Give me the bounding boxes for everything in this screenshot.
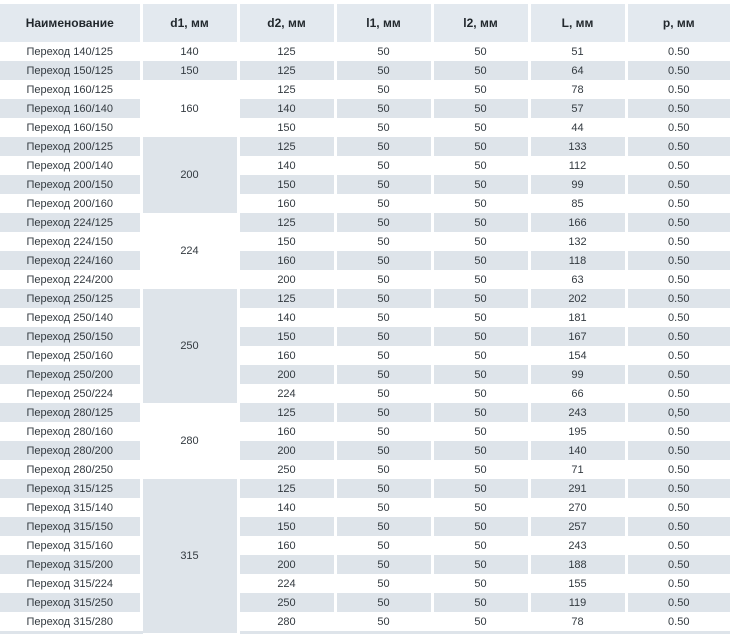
cell-d1: 150	[141, 61, 238, 80]
cell-l2: 50	[432, 593, 529, 612]
cell-p: 0.50	[626, 555, 730, 574]
table-row	[0, 118, 730, 137]
cell-name: Переход 150/125	[0, 61, 141, 80]
cell-d1: 250	[141, 289, 238, 403]
cell-l2: 50	[432, 270, 529, 289]
table-row	[0, 61, 730, 80]
cell-p: 0.50	[626, 289, 730, 308]
cell-p: 0.50	[626, 251, 730, 270]
cell-p: 0.50	[668, 83, 690, 96]
reducer-spec-table	[0, 4, 730, 634]
cell-L: 291	[529, 479, 626, 498]
cell-d2: 150	[238, 118, 335, 137]
cell-d2: 250	[238, 593, 335, 612]
cell-name: Переход 160/150	[0, 118, 141, 137]
table-row	[0, 593, 730, 612]
table-row	[0, 517, 730, 536]
cell-d1: 315	[141, 479, 238, 633]
cell-l1: 50	[335, 327, 432, 346]
cell-p: 0.50	[668, 501, 690, 514]
cell-p: 0.50	[626, 327, 730, 346]
cell-l2: 50	[432, 441, 529, 460]
cell-d2: 224	[238, 574, 335, 593]
cell-p: 0.50	[626, 99, 730, 118]
cell-L: 133	[529, 137, 626, 156]
cell-d2: 140	[238, 156, 335, 175]
cell-l2: 50	[432, 61, 529, 80]
table-row	[0, 441, 730, 460]
cell-l1: 50	[335, 612, 432, 633]
cell-l2: 50	[432, 327, 529, 346]
cell-name: Переход 200/150	[0, 175, 141, 194]
cell-name: Переход 250/224	[0, 384, 141, 403]
cell-l2: 50	[432, 251, 529, 270]
cell-name: Переход 200/160	[0, 194, 141, 213]
cell-d2: 140	[238, 308, 335, 327]
cell-d2: 140	[238, 498, 335, 517]
cell-name: Переход 280/250	[0, 460, 141, 479]
cell-d2: 125	[238, 61, 335, 80]
cell-name: Переход 315/280	[0, 612, 141, 633]
cell-l1: 50	[335, 517, 432, 536]
table-row	[0, 346, 730, 365]
cell-l2: 50	[432, 213, 529, 232]
cell-d1: 224	[141, 213, 238, 289]
cell-l1: 50	[335, 270, 432, 289]
cell-l2: 50	[432, 555, 529, 574]
cell-L: 270	[529, 498, 626, 517]
cell-name: Переход 160/140	[0, 99, 141, 118]
cell-l2: 50	[432, 289, 529, 308]
cell-l1: 50	[335, 213, 432, 232]
cell-d1: 160	[141, 80, 238, 137]
cell-L: 63	[529, 270, 626, 289]
cell-l1: 50	[335, 308, 432, 327]
cell-l2: 50	[432, 574, 529, 593]
cell-d2: 125	[238, 137, 335, 156]
cell-l1: 50	[335, 118, 432, 137]
cell-p: 0,50	[626, 403, 730, 422]
cell-l2: 50	[432, 175, 529, 194]
cell-L: 195	[529, 422, 626, 441]
cell-l2: 50	[432, 194, 529, 213]
cell-name: Переход 160/125	[0, 80, 141, 99]
cell-d2: 125	[238, 213, 335, 232]
cell-name: Переход 250/200	[0, 365, 141, 384]
cell-d2: 200	[238, 441, 335, 460]
cell-l1: 50	[335, 137, 432, 156]
table-body	[0, 42, 730, 633]
cell-l1: 50	[335, 42, 432, 61]
cell-name: Переход 315/250	[0, 593, 141, 612]
cell-p: 0.50	[668, 577, 690, 590]
cell-name: Переход 315/160	[0, 536, 141, 555]
header-p: p, мм	[626, 4, 730, 42]
cell-p: 0.50	[668, 463, 690, 476]
table-row	[0, 479, 730, 498]
cell-L: 119	[529, 593, 626, 612]
cell-l2: 50	[432, 42, 529, 61]
cell-l1: 50	[335, 460, 432, 479]
cell-name: Переход 315/140	[0, 498, 141, 517]
cell-d2: 200	[238, 270, 335, 289]
cell-l1: 50	[335, 403, 432, 422]
table-row	[0, 327, 730, 346]
cell-L: 66	[529, 384, 626, 403]
cell-p: 0.50	[668, 425, 690, 438]
cell-l2: 50	[432, 346, 529, 365]
cell-l1: 50	[335, 251, 432, 270]
cell-l2: 50	[432, 232, 529, 251]
cell-L: 64	[529, 61, 626, 80]
cell-l1: 50	[335, 175, 432, 194]
cell-L: 57	[529, 99, 626, 118]
cell-p: 0.50	[668, 539, 690, 552]
table-row	[0, 384, 730, 403]
cell-d2: 250	[238, 460, 335, 479]
table-row	[0, 270, 730, 289]
cell-d2: 125	[238, 403, 335, 422]
cell-d2: 160	[238, 194, 335, 213]
table-row	[0, 308, 730, 327]
cell-name: Переход 200/125	[0, 137, 141, 156]
cell-l1: 50	[335, 384, 432, 403]
cell-L: 167	[529, 327, 626, 346]
table-row	[0, 498, 730, 517]
cell-L: 71	[529, 460, 626, 479]
cell-d2: 140	[238, 99, 335, 118]
cell-L: 202	[529, 289, 626, 308]
cell-l2: 50	[432, 99, 529, 118]
cell-L: 154	[529, 346, 626, 365]
table-row	[0, 422, 730, 441]
cell-l1: 50	[335, 422, 432, 441]
header-l2: l2, мм	[432, 4, 529, 42]
cell-name: Переход 250/125	[0, 289, 141, 308]
cell-l2: 50	[432, 384, 529, 403]
cell-name: Переход 224/200	[0, 270, 141, 289]
cell-d2: 150	[238, 232, 335, 251]
cell-p: 0.50	[626, 175, 730, 194]
cell-L: 181	[529, 308, 626, 327]
cell-d2: 200	[238, 365, 335, 384]
table-row	[0, 232, 730, 251]
cell-name: Переход 250/150	[0, 327, 141, 346]
cell-l2: 50	[432, 403, 529, 422]
cell-l1: 50	[335, 498, 432, 517]
cell-name: Переход 224/125	[0, 213, 141, 232]
cell-d2: 160	[238, 346, 335, 365]
cell-L: 51	[529, 42, 626, 61]
cell-l1: 50	[335, 441, 432, 460]
table-row	[0, 289, 730, 308]
cell-p: 0.50	[668, 235, 690, 248]
cell-l2: 50	[432, 422, 529, 441]
cell-p: 0.50	[626, 612, 730, 633]
cell-p: 0.50	[668, 159, 690, 172]
cell-l1: 50	[335, 194, 432, 213]
table-row	[0, 555, 730, 574]
cell-L: 78	[529, 612, 626, 633]
cell-p: 0.50	[668, 273, 690, 286]
cell-l1: 50	[335, 574, 432, 593]
cell-l1: 50	[335, 365, 432, 384]
cell-d2: 280	[238, 612, 335, 633]
cell-p: 0.50	[668, 45, 690, 58]
table-row	[0, 175, 730, 194]
header-l1: l1, мм	[335, 4, 432, 42]
cell-l1: 50	[335, 289, 432, 308]
cell-l2: 50	[432, 80, 529, 99]
table-row	[0, 365, 730, 384]
cell-name: Переход 224/150	[0, 232, 141, 251]
cell-l2: 50	[432, 479, 529, 498]
cell-p: 0.50	[626, 441, 730, 460]
table-row	[0, 536, 730, 555]
cell-L: 85	[529, 194, 626, 213]
cell-l1: 50	[335, 232, 432, 251]
header-L: L, мм	[529, 4, 626, 42]
cell-l1: 50	[335, 536, 432, 555]
cell-l1: 50	[335, 61, 432, 80]
cell-p: 0.50	[668, 197, 690, 210]
cell-L: 243	[529, 403, 626, 422]
table-row	[0, 403, 730, 422]
cell-L: 78	[529, 80, 626, 99]
cell-l2: 50	[432, 498, 529, 517]
cell-L: 257	[529, 517, 626, 536]
cell-p: 0.50	[626, 137, 730, 156]
cell-d2: 150	[238, 517, 335, 536]
cell-L: 112	[529, 156, 626, 175]
cell-l1: 50	[335, 555, 432, 574]
cell-d2: 150	[238, 175, 335, 194]
cell-d2: 125	[238, 289, 335, 308]
cell-d2: 125	[238, 80, 335, 99]
cell-L: 155	[529, 574, 626, 593]
cell-p: 0.50	[626, 479, 730, 498]
table-row	[0, 460, 730, 479]
cell-L: 118	[529, 251, 626, 270]
cell-l2: 50	[432, 137, 529, 156]
cell-l2: 50	[432, 517, 529, 536]
cell-name: Переход 280/200	[0, 441, 141, 460]
cell-l1: 50	[335, 479, 432, 498]
cell-d2: 160	[238, 536, 335, 555]
cell-L: 166	[529, 213, 626, 232]
cell-name: Переход 315/200	[0, 555, 141, 574]
cell-l2: 50	[432, 156, 529, 175]
cell-name: Переход 280/125	[0, 403, 141, 422]
cell-l1: 50	[335, 593, 432, 612]
table-row	[0, 574, 730, 593]
cell-l2: 50	[432, 612, 529, 633]
cell-L: 188	[529, 555, 626, 574]
cell-name: Переход 250/160	[0, 346, 141, 365]
header-row	[0, 4, 730, 42]
cell-p: 0.50	[626, 213, 730, 232]
cell-name: Переход 315/150	[0, 517, 141, 536]
table-row	[0, 612, 730, 633]
cell-p: 0.50	[626, 517, 730, 536]
header-name: Наименование	[0, 4, 141, 42]
cell-p: 0.50	[626, 593, 730, 612]
cell-name: Переход 280/160	[0, 422, 141, 441]
cell-name: Переход 315/125	[0, 479, 141, 498]
table-row	[0, 80, 730, 99]
header-d2: d2, мм	[238, 4, 335, 42]
cell-name: Переход 140/125	[0, 42, 141, 61]
cell-l1: 50	[335, 80, 432, 99]
cell-d1: 280	[141, 403, 238, 479]
cell-p: 0.50	[668, 311, 690, 324]
cell-l2: 50	[432, 460, 529, 479]
cell-l1: 50	[335, 99, 432, 118]
cell-p: 0.50	[668, 349, 690, 362]
cell-name: Переход 315/224	[0, 574, 141, 593]
cell-d1: 140	[141, 42, 238, 61]
table-row	[0, 213, 730, 232]
cell-l2: 50	[432, 536, 529, 555]
cell-l1: 50	[335, 346, 432, 365]
cell-L: 140	[529, 441, 626, 460]
cell-l1: 50	[335, 156, 432, 175]
header-d1: d1, мм	[141, 4, 238, 42]
cell-l2: 50	[432, 308, 529, 327]
cell-d2: 125	[238, 42, 335, 61]
cell-L: 243	[529, 536, 626, 555]
cell-L: 132	[529, 232, 626, 251]
cell-name: Переход 250/140	[0, 308, 141, 327]
cell-p: 0.50	[668, 121, 690, 134]
cell-p: 0.50	[626, 365, 730, 384]
cell-d1: 200	[141, 137, 238, 213]
table-row	[0, 251, 730, 270]
cell-L: 44	[529, 118, 626, 137]
table-row	[0, 156, 730, 175]
cell-d2: 224	[238, 384, 335, 403]
cell-d2: 160	[238, 251, 335, 270]
cell-name: Переход 200/140	[0, 156, 141, 175]
cell-d2: 150	[238, 327, 335, 346]
table-row	[0, 42, 730, 61]
table-row	[0, 194, 730, 213]
cell-L: 99	[529, 175, 626, 194]
table-row	[0, 137, 730, 156]
table-row	[0, 99, 730, 118]
cell-p: 0.50	[626, 61, 730, 80]
cell-l2: 50	[432, 118, 529, 137]
cell-name: Переход 224/160	[0, 251, 141, 270]
cell-d2: 125	[238, 479, 335, 498]
cell-l2: 50	[432, 365, 529, 384]
cell-p: 0.50	[668, 387, 690, 400]
cell-L: 99	[529, 365, 626, 384]
cell-d2: 160	[238, 422, 335, 441]
cell-d2: 200	[238, 555, 335, 574]
